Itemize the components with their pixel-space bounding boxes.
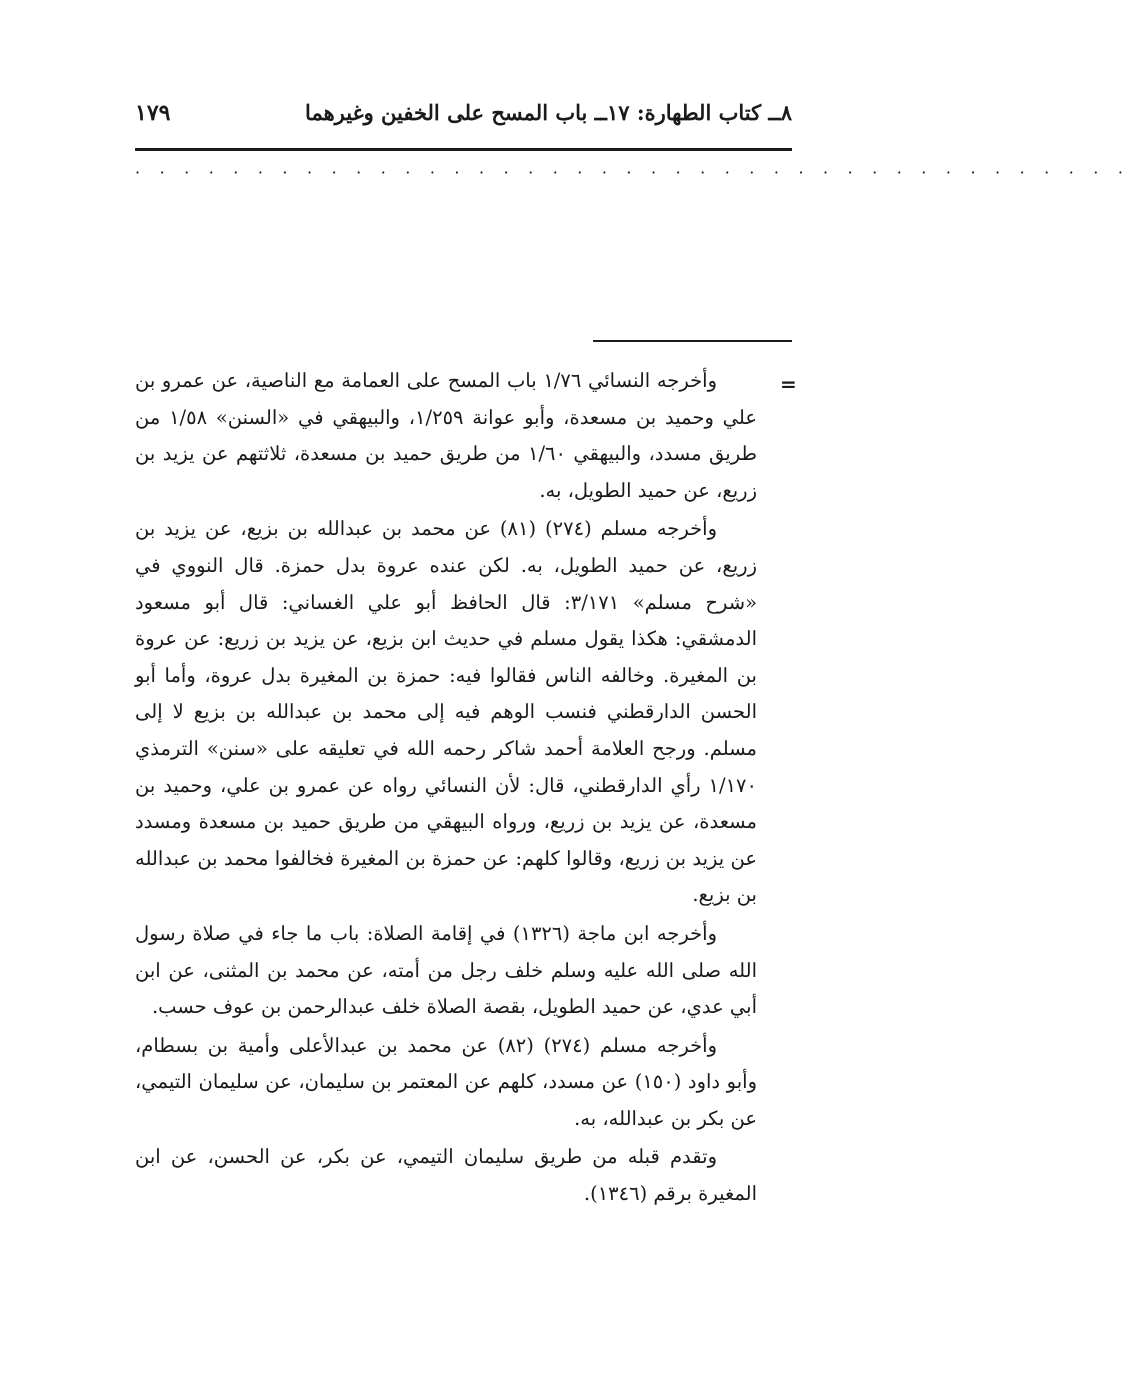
running-header (135, 100, 792, 140)
footnote-continuation-mark: = (780, 372, 797, 396)
footnote-paragraph: وأخرجه ابن ماجة (١٣٢٦) في إقامة الصلاة: باب ما جاء في صلاة رسول الله صلى الله عليه وسلم خلف رجل من أمته، عن محمد بن المثنى، عن ابن أبي عدي، عن حميد الطويل، بقصة الصلاة خلف عبدالرحمن بن عوف حسب. (135, 921, 757, 1019)
footnote-rule (593, 340, 792, 342)
dotted-separator: · · · · · · · · · · · · · · · · · · · · · · · · · · · · · · · · · · · · · · · · · (135, 163, 1130, 182)
footnote-paragraph: وتقدم قبله من طريق سليمان التيمي، عن بكر، عن الحسن، عن ابن المغيرة برقم (١٣٤٦). (135, 1145, 757, 1206)
footnote-text (135, 363, 757, 1215)
footnote-paragraph: وأخرجه مسلم (٢٧٤) (٨٢) عن محمد بن عبدالأعلى وأمية بن بسطام، وأبو داود (١٥٠) عن مسدد، كلهم عن المعتمر بن سليمان، عن سليمان التيمي، عن بكر بن عبدالله، به. (135, 1033, 758, 1130)
page-number: ١٧٩ (135, 100, 171, 126)
header-rule (135, 148, 792, 151)
chapter-title: ٨ــ كتاب الطهارة: ١٧ــ باب المسح على الخفين وغيرهما (305, 100, 792, 125)
footnote-paragraph: وأخرجه مسلم (٢٧٤) (٨١) عن محمد بن عبدالله بن بزيع، عن يزيد بن زريع، عن حميد الطويل، به. لكن عنده عروة بدل حمزة. قال النووي في «شرح مسلم» ٣/١٧١: قال الحافظ أبو علي الغساني: قال أبو مسعود الدمشقي: هكذا يقول مسلم في حديث ابن بزيع، عن يزيد بن زريع: عن عروة بن المغيرة. وخالفه الناس فقالوا فيه: حمزة بن المغيرة بدل عروة، وأما أبو الحسن الدارقطني فنسب الوهم فيه إلى محمد بن عبدالله بن بزيع لا إلى مسلم. ورجح العلامة أحمد شاكر رحمه الله في تعليقه على «سنن» الترمذي ١/١٧٠ رأي الدارقطني، قال: لأن النسائي رواه عن عمرو بن علي، وحميد بن مسعدة، عن يزيد بن زريع، ورواه البيهقي من طريق حميد بن مسعدة ومسدد عن يزيد بن زريع، وقالوا كلهم: عن حمزة بن المغيرة فخالفوا محمد بن عبدالله بن بزيع. (135, 517, 758, 907)
footnote-paragraph: وأخرجه النسائي ١/٧٦ باب المسح على العمامة مع الناصية، عن عمرو بن علي وحميد بن مسعدة، وأبو عوانة ١/٢٥٩، والبيهقي في «السنن» ١/٥٨ من طريق مسدد، والبيهقي ١/٦٠ من طريق حميد بن مسعدة، ثلاثتهم عن يزيد بن زريع، عن حميد الطويل، به. (135, 369, 757, 502)
